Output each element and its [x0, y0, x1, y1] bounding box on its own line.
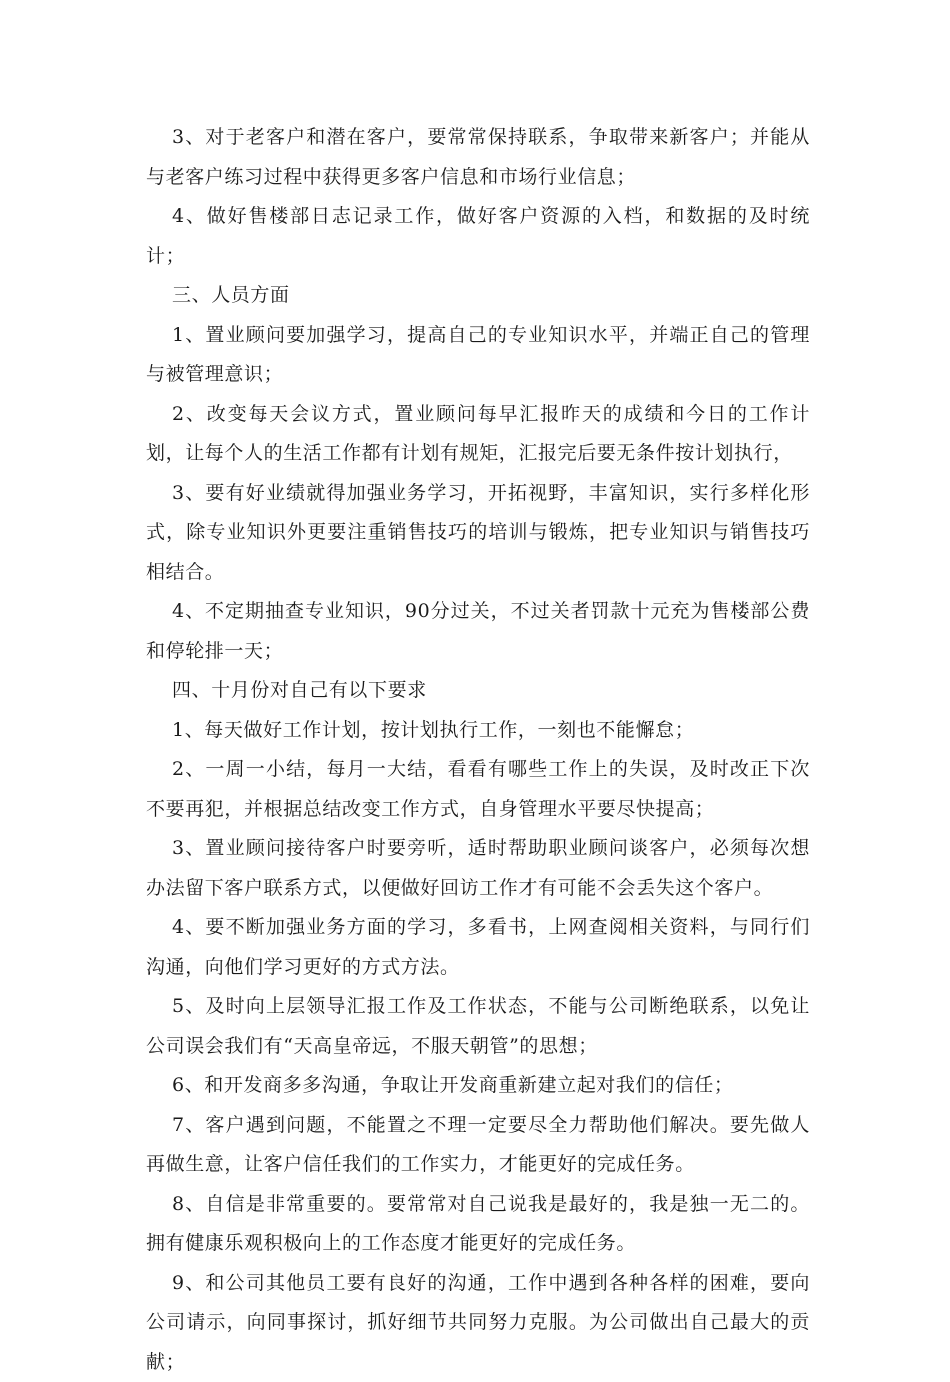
section-heading-personnel: 三、人员方面 [146, 276, 810, 316]
paragraph-item-1-daily-plan: 1、每天做好工作计划，按计划执行工作，一刻也不能懈怠； [146, 711, 810, 751]
paragraph-item-2-summaries: 2、一周一小结，每月一大结，看看有哪些工作上的失误，及时改正下次不要再犯，并根据总结改变工作方式，自身管理水平要尽快提高； [146, 750, 810, 829]
section-heading-october-requirements: 四、十月份对自己有以下要求 [146, 671, 810, 711]
paragraph-item-7-customer-problems: 7、客户遇到问题，不能置之不理一定要尽全力帮助他们解决。要先做人再做生意，让客户信任我们的工作实力，才能更好的完成任务。 [146, 1106, 810, 1185]
document-body [146, 118, 810, 1382]
paragraph-item-3-old-customers: 3、对于老客户和潜在客户，要常常保持联系，争取带来新客户；并能从与老客户练习过程中获得更多客户信息和市场行业信息； [146, 118, 810, 197]
paragraph-item-3-business-learning: 3、要有好业绩就得加强业务学习，开拓视野，丰富知识，实行多样化形式，除专业知识外更要注重销售技巧的培训与锻炼，把专业知识与销售技巧相结合。 [146, 474, 810, 593]
paragraph-item-2-meetings: 2、改变每天会议方式，置业顾问每早汇报昨天的成绩和今日的工作计划，让每个人的生活工作都有计划有规矩，汇报完后要无条件按计划执行， [146, 395, 810, 474]
paragraph-item-5-reporting: 5、及时向上层领导汇报工作及工作状态，不能与公司断绝联系，以免让公司误会我们有“天高皇帝远，不服天朝管”的思想； [146, 987, 810, 1066]
paragraph-item-6-developer: 6、和开发商多多沟通，争取让开发商重新建立起对我们的信任； [146, 1066, 810, 1106]
paragraph-item-4-sales-log: 4、做好售楼部日志记录工作，做好客户资源的入档，和数据的及时统计； [146, 197, 810, 276]
paragraph-item-4-spot-checks: 4、不定期抽查专业知识，90分过关，不过关者罚款十元充为售楼部公费和停轮排一天； [146, 592, 810, 671]
paragraph-item-8-confidence: 8、自信是非常重要的。要常常对自己说我是最好的，我是独一无二的。拥有健康乐观积极向上的工作态度才能更好的完成任务。 [146, 1185, 810, 1264]
paragraph-item-3-reception: 3、置业顾问接待客户时要旁听，适时帮助职业顾问谈客户，必须每次想办法留下客户联系方式，以便做好回访工作才有可能不会丢失这个客户。 [146, 829, 810, 908]
paragraph-item-4-learning: 4、要不断加强业务方面的学习，多看书，上网查阅相关资料，与同行们沟通，向他们学习更好的方式方法。 [146, 908, 810, 987]
paragraph-item-1-study: 1、置业顾问要加强学习，提高自己的专业知识水平，并端正自己的管理与被管理意识； [146, 316, 810, 395]
paragraph-item-9-communication: 9、和公司其他员工要有良好的沟通，工作中遇到各种各样的困难，要向公司请示，向同事探讨，抓好细节共同努力克服。为公司做出自己最大的贡献； [146, 1264, 810, 1382]
